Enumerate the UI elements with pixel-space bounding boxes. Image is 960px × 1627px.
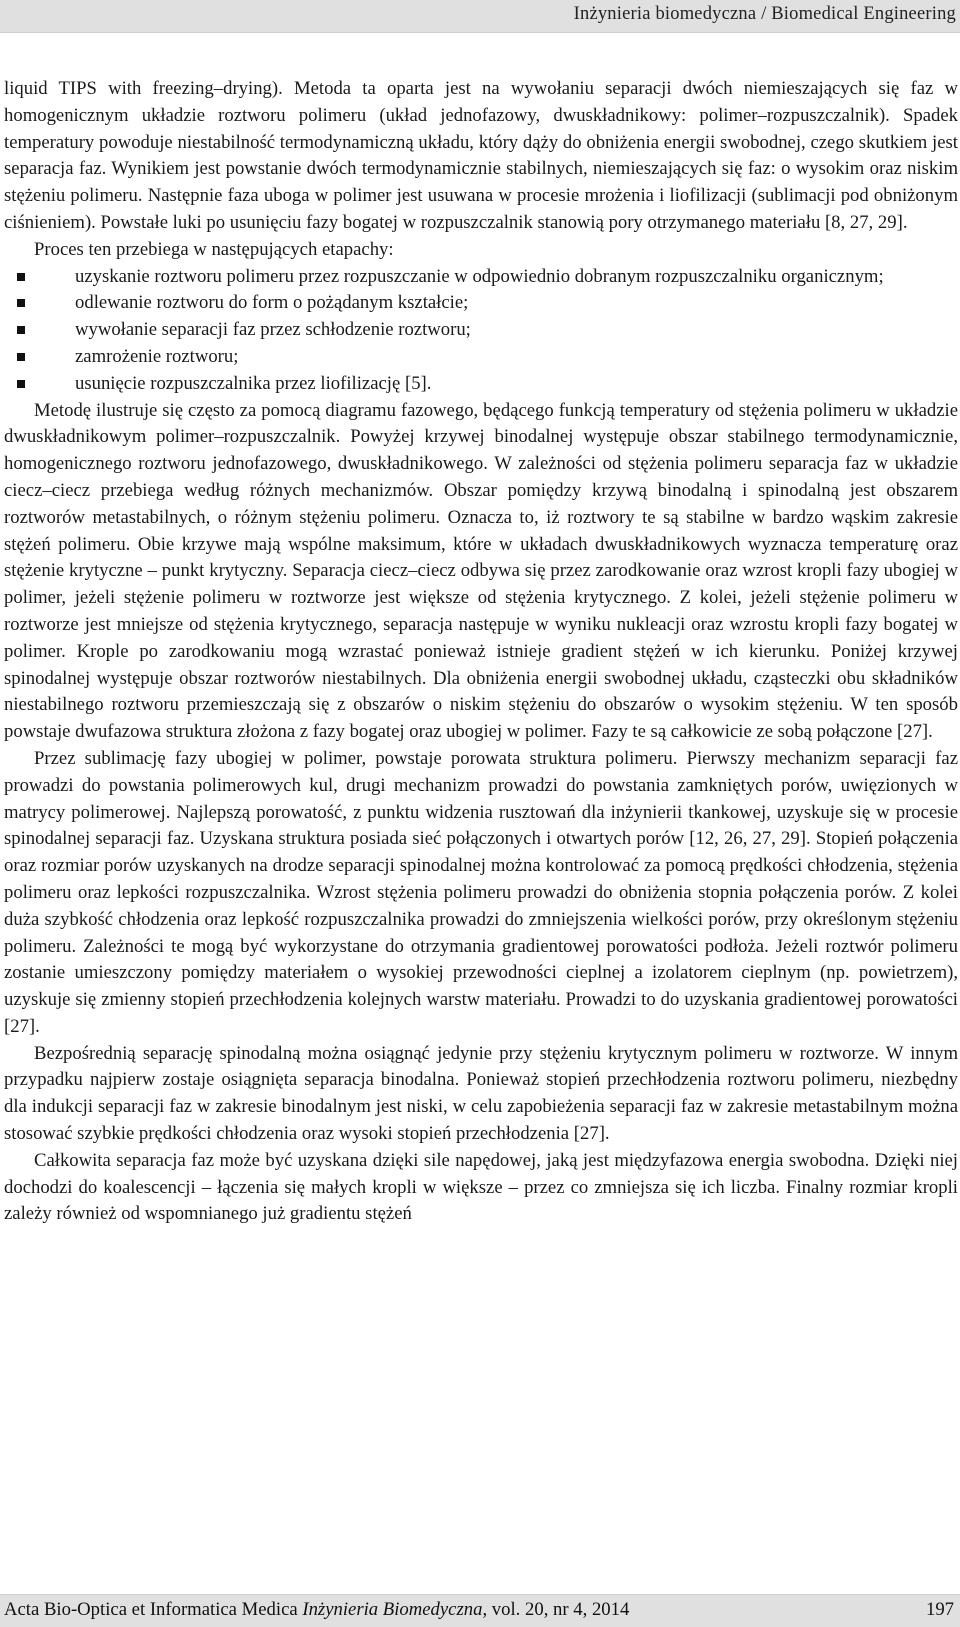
list-item-text: wywołanie separacji faz przez schłodzenie roztworu;: [75, 319, 471, 341]
list-item: [75, 264, 958, 291]
list-item: [75, 344, 958, 371]
article-body: [4, 76, 958, 1228]
page-number: 197: [925, 1599, 954, 1620]
running-header: [0, 0, 960, 33]
running-footer: [0, 1594, 960, 1627]
list-item-text: uzyskanie roztworu polimeru przez rozpuszczanie w odpowiednio dobranym rozpuszczalniku organicznym;: [75, 265, 884, 287]
journal-name-italic: Inżynieria Biomedyczna: [302, 1599, 483, 1620]
journal-citation: [4, 1599, 629, 1621]
list-item: [75, 371, 958, 398]
square-bullet-icon: [17, 299, 25, 307]
list-item: [75, 290, 958, 317]
paragraph-6: Całkowita separacja faz może być uzyskana dzięki sile napędowej, jaką jest międzyfazowa energia swobodna. Dzięki niej dochodzi do koalescencji – łączenia się małych kropli w większe – przez co zmniejsza się ich liczba. Finalny rozmiar kropli zależy również od wspomnianego już gradientu stężeń: [4, 1149, 958, 1225]
list-item-text: zamrożenie roztworu;: [75, 345, 239, 367]
paragraph-5: Bezpośrednią separację spinodalną można osiągnąć jedynie przy stężeniu krytycznym polimeru w roztworze. W innym przypadku najpierw zostaje osiągnięta separacja binodalna. Ponieważ stopień przechłodzenia roztworu polimeru, niezbędny dla indukcji separacji faz w zakresie binodalnym jest niski, w celu zapobieżenia separacji faz w zakresie metastabilnym można stosować szybkie prędkości chłodzenia oraz wysoki stopień przechłodzenia [27].: [4, 1042, 958, 1145]
list-item-text: usunięcie rozpuszczalnika przez liofilizację [5].: [75, 372, 432, 394]
stage-list: [4, 264, 958, 398]
paragraph-3: Metodę ilustruje się często za pomocą diagramu fazowego, będącego funkcją temperatury od stężenia polimeru w układzie dwuskładnikowym polimer–rozpuszczalnik. Powyżej krzywej binodalnej występuje obszar stabilnego termodynamicznie, homogenicznego roztworu jednofazowego, dwuskładnikowego. W zależności od stężenia polimeru separacja faz w układzie ciecz–ciecz przebiega według różnych mechanizmów. Obszar pomiędzy krzywą binodalną i spinodalną jest obszarem roztworów metastabilnych, o różnym stężeniu polimeru. Oznacza to, iż roztwory te są stabilne w bardzo wąskim zakresie stężeń polimeru. Obie krzywe mają wspólne maksimum, które w układach dwuskładnikowych wyznacza temperaturę oraz stężenie krytyczne – punkt krytyczny. Separacja ciecz–ciecz odbywa się przez zarodkowanie oraz wzrost kropli fazy ubogiej w polimer, jeżeli stężenie polimeru w roztworze jest większe od stężenia krytycznego. Z kolei, jeżeli stężenie polimeru w roztworze jest mniejsze od stężenia krytycznego, separacja następuje w wyniku nukleacji oraz wzrostu kropli fazy bogatej w polimer. Krople po zarodkowaniu mogą wzrastać ponieważ istnieje gradient stężeń w ich kierunku. Poniżej krzywej spinodalnej występuje obszar roztworów niestabilnych. Dla obniżenia energii swobodnej układu, cząsteczki obu składników niestabilnego roztworu przemieszczają się z obszarów o niskim stężeniu do obszarów o wysokim stężeniu. W ten sposób powstaje dwufazowa struktura złożona z fazy bogatej oraz ubogiej w polimer. Fazy te są całkowicie ze sobą połączone [27].: [4, 399, 958, 743]
header-title: Inżynieria biomedyczna / Biomedical Engineering: [573, 4, 956, 24]
list-item: [75, 317, 958, 344]
journal-volume: , vol. 20, nr 4, 2014: [482, 1599, 630, 1620]
square-bullet-icon: [17, 326, 25, 334]
paragraph-4: Przez sublimację fazy ubogiej w polimer, powstaje porowata struktura polimeru. Pierwszy mechanizm separacji faz prowadzi do powstania polimerowych kul, drugi mechanizm prowadzi do powstania zamkniętych porów, uwięzionych w matrycy polimerowej. Najlepszą porowatość, z punktu widzenia rusztowań dla inżynierii tkankowej, uzyskuje się w procesie spinodalnej separacji faz. Uzyskana struktura posiada sieć połączonych i otwartych porów [12, 26, 27, 29]. Stopień połączenia oraz rozmiar porów uzyskanych na drodze separacji spinodalnej można kontrolować za pomocą prędkości chłodzenia, stężenia polimeru oraz lepkości rozpuszczalnika. Wzrost stężenia polimeru prowadzi do obniżenia stopnia połączenia porów. Z kolei duża szybkość chłodzenia oraz lepkość rozpuszczalnika prowadzi do zmniejszenia wielkości porów, przy określonym stężeniu polimeru. Zależności te mogą być wykorzystane do otrzymania gradientowej porowatości podłoża. Jeżeli roztwór polimeru zostanie umieszczony pomiędzy materiałem o wysokiej przewodności cieplnej a izolatorem cieplnym (np. powietrzem), uzyskuje się zmienny stopień przechłodzenia kolejnych warstw materiału. Prowadzi to do uzyskania gradientowej porowatości [27].: [4, 747, 958, 1037]
paragraph-2: Proces ten przebiega w następujących etapachy:: [34, 238, 394, 260]
square-bullet-icon: [17, 273, 25, 281]
journal-name: Acta Bio-Optica et Informatica Medica: [4, 1599, 303, 1620]
square-bullet-icon: [17, 353, 25, 361]
square-bullet-icon: [17, 380, 25, 388]
paragraph-1: liquid TIPS with freezing–drying). Metoda ta oparta jest na wywołaniu separacji dwóch niemieszających się faz w homogenicznym układzie roztworu polimeru (układ jednofazowy, dwuskładnikowy: polimer–rozpuszczalnik). Spadek temperatury powoduje niestabilność termodynamiczną układu, który dąży do obniżenia energii swobodnej, czego skutkiem jest separacja faz. Wynikiem jest powstanie dwóch termodynamicznie stabilnych, niemieszających się faz: o wysokim oraz niskim stężeniu polimeru. Następnie faza uboga w polimer jest usuwana w procesie mrożenia i liofilizacji (sublimacji pod obniżonym ciśnieniem). Powstałe luki po usunięciu fazy bogatej w rozpuszczalnik stanowią pory otrzymanego materiału [8, 27, 29].: [4, 78, 958, 233]
list-item-text: odlewanie roztworu do form o pożądanym kształcie;: [75, 292, 469, 314]
